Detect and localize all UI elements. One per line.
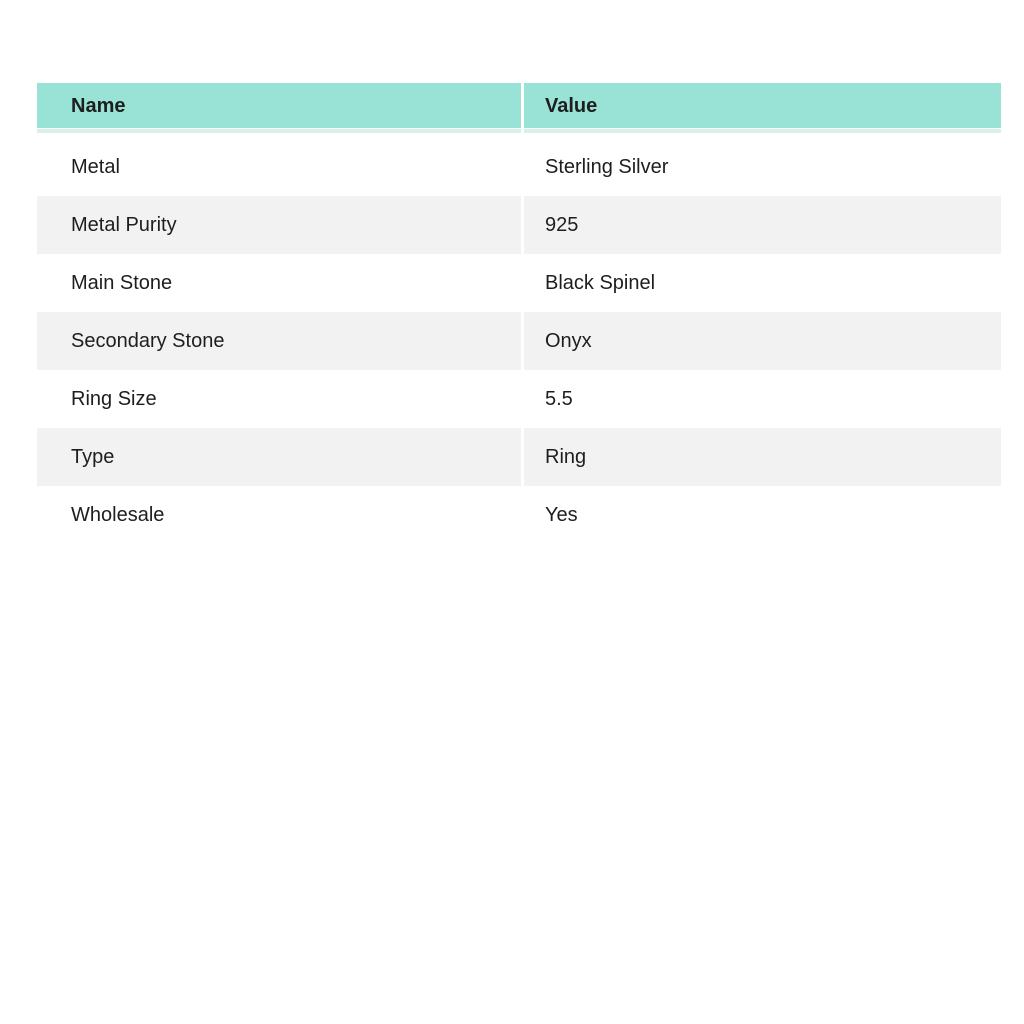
table-row — [37, 312, 1001, 370]
spec-value: 925 — [524, 196, 1001, 254]
spec-name: Type — [37, 428, 521, 486]
spec-name: Metal Purity — [37, 196, 521, 254]
spec-value: Black Spinel — [524, 254, 1001, 312]
spec-name: Metal — [37, 138, 521, 196]
spec-name: Main Stone — [37, 254, 521, 312]
spec-value: Sterling Silver — [524, 138, 1001, 196]
table-body — [37, 138, 1001, 544]
spec-value: 5.5 — [524, 370, 1001, 428]
table-row — [37, 370, 1001, 428]
table-row — [37, 486, 1001, 544]
header-underline-value — [524, 129, 1001, 133]
spec-name: Wholesale — [37, 486, 521, 544]
table-row — [37, 196, 1001, 254]
table-row — [37, 428, 1001, 486]
header-cell-value: Value — [524, 83, 1001, 128]
header-underline-name — [37, 129, 521, 133]
table-row — [37, 254, 1001, 312]
spec-name: Secondary Stone — [37, 312, 521, 370]
product-spec-table — [37, 83, 1001, 544]
table-row — [37, 138, 1001, 196]
spec-value: Ring — [524, 428, 1001, 486]
table-header-row — [37, 83, 1001, 128]
spec-value: Onyx — [524, 312, 1001, 370]
header-cell-name: Name — [37, 83, 521, 128]
spec-value: Yes — [524, 486, 1001, 544]
spec-name: Ring Size — [37, 370, 521, 428]
header-underline — [37, 129, 1001, 133]
